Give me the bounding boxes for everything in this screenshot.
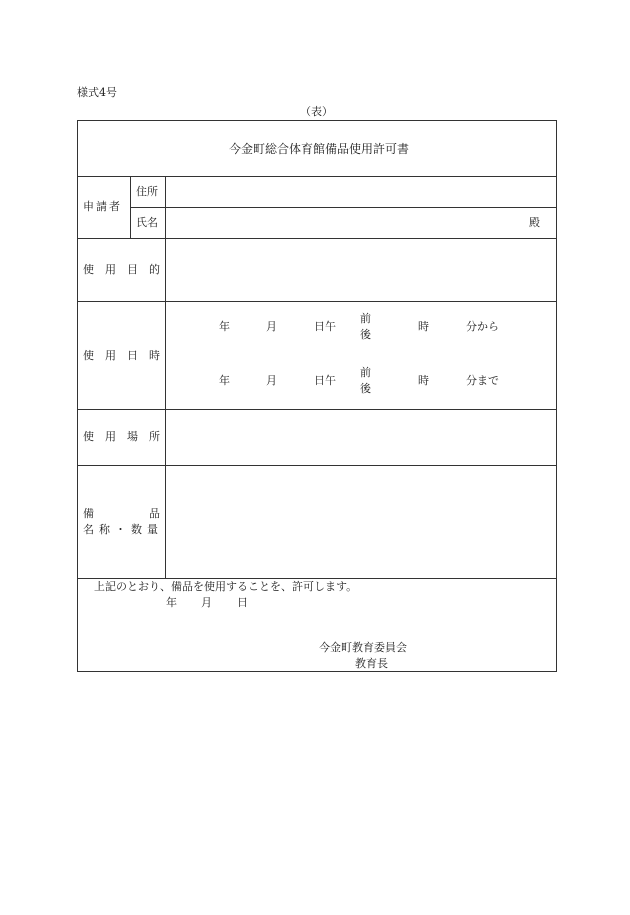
issuer-org: 今金町教育委員会 bbox=[319, 641, 407, 654]
end-minute-label: 分まで bbox=[466, 374, 499, 387]
purpose-label: 使用目的 bbox=[83, 263, 171, 276]
issue-date-day: 日 bbox=[237, 596, 248, 609]
equipment-label-line2: 名称・数量 bbox=[83, 523, 163, 536]
start-minute-label: 分から bbox=[466, 320, 499, 333]
permission-text: 上記のとおり、備品を使用することを、許可します。 bbox=[94, 580, 358, 593]
issue-date-month: 月 bbox=[201, 596, 212, 609]
issuer-title: 教育長 bbox=[355, 657, 388, 670]
start-month-label: 月 bbox=[266, 320, 277, 333]
end-year-label: 年 bbox=[219, 374, 230, 387]
applicant-label: 申請者 bbox=[83, 200, 122, 213]
name-label: 氏名 bbox=[136, 216, 158, 229]
side-label: （表） bbox=[300, 105, 333, 118]
honorific-label: 殿 bbox=[529, 216, 540, 229]
equipment-label-line1: 備品 bbox=[83, 507, 215, 520]
name-field[interactable] bbox=[175, 217, 515, 231]
purpose-field[interactable] bbox=[175, 264, 545, 278]
issue-date-year: 年 bbox=[166, 596, 177, 609]
start-pm-option[interactable]: 後 bbox=[360, 328, 371, 341]
address-label: 住所 bbox=[136, 185, 158, 198]
end-pm-option[interactable]: 後 bbox=[360, 382, 371, 395]
form-number: 様式4号 bbox=[77, 86, 117, 99]
form-title: 今金町総合体育館備品使用許可書 bbox=[229, 142, 410, 156]
end-day-noon-label: 日午 bbox=[314, 374, 336, 387]
place-label: 使用場所 bbox=[83, 430, 171, 443]
end-month-label: 月 bbox=[266, 374, 277, 387]
start-hour-label: 時 bbox=[418, 320, 429, 333]
end-hour-label: 時 bbox=[418, 374, 429, 387]
datetime-label: 使用日時 bbox=[83, 349, 171, 362]
place-field[interactable] bbox=[175, 431, 545, 445]
equipment-field[interactable] bbox=[175, 476, 545, 566]
address-field[interactable] bbox=[175, 186, 545, 200]
end-am-option[interactable]: 前 bbox=[360, 366, 371, 379]
start-am-option[interactable]: 前 bbox=[360, 312, 371, 325]
start-year-label: 年 bbox=[219, 320, 230, 333]
start-day-noon-label: 日午 bbox=[314, 320, 336, 333]
